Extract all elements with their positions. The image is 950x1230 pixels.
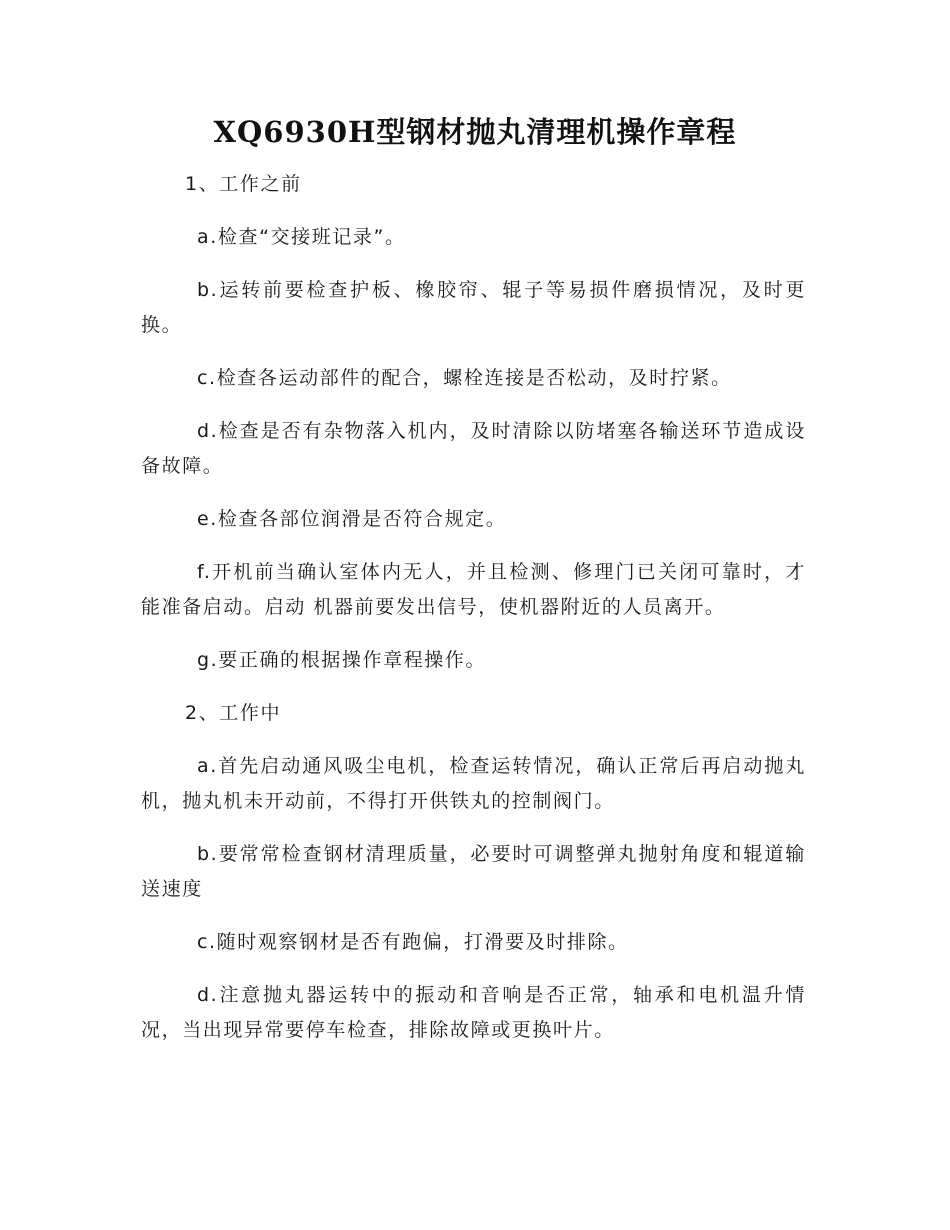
paragraph-item-1e: e.检查各部位润滑是否符合规定。 — [197, 508, 507, 530]
paragraph-item-1g: g.要正确的根据操作章程操作。 — [197, 649, 487, 671]
paragraph-item-2a: a.首先启动通风吸尘电机，检查运转情况，确认正常后再启动抛丸机，抛丸机未开动前，不得打开供铁丸的控制阀门。 — [141, 755, 806, 812]
paragraph-item-1a: a.检查“交接班记录”。 — [197, 226, 406, 248]
document-title: XQ6930H型钢材抛丸清理机操作章程 — [213, 115, 737, 149]
section-heading-during-work: 2、工作中 — [185, 702, 282, 724]
paragraph-item-1c: c.检查各运动部件的配合，螺栓连接是否松动，及时拧紧。 — [197, 367, 732, 389]
paragraph-item-1f: f.开机前当确认室体内无人，并且检测、修理门已关闭可靠时，才能准备启动。启动 机器前要发出信号，使机器附近的人员离开。 — [141, 561, 806, 618]
paragraph-item-1d: d.检查是否有杂物落入机内，及时清除以防堵塞各输送环节造成设备故障。 — [141, 420, 806, 477]
paragraph-item-2b: b.要常常检查钢材清理质量，必要时可调整弹丸抛射角度和辊道输送速度 — [141, 843, 806, 900]
section-heading-before-work: 1、工作之前 — [185, 173, 302, 195]
paragraph-item-2d: d.注意抛丸器运转中的振动和音响是否正常，轴承和电机温升情况，当出现异常要停车检查，排除故障或更换叶片。 — [141, 984, 806, 1041]
paragraph-item-1b: b.运转前要检查护板、橡胶帘、辊子等易损件磨损情况，及时更换。 — [141, 279, 806, 336]
paragraph-item-2c: c.随时观察钢材是否有跑偏，打滑要及时排除。 — [197, 931, 629, 953]
document-body — [141, 167, 806, 1066]
